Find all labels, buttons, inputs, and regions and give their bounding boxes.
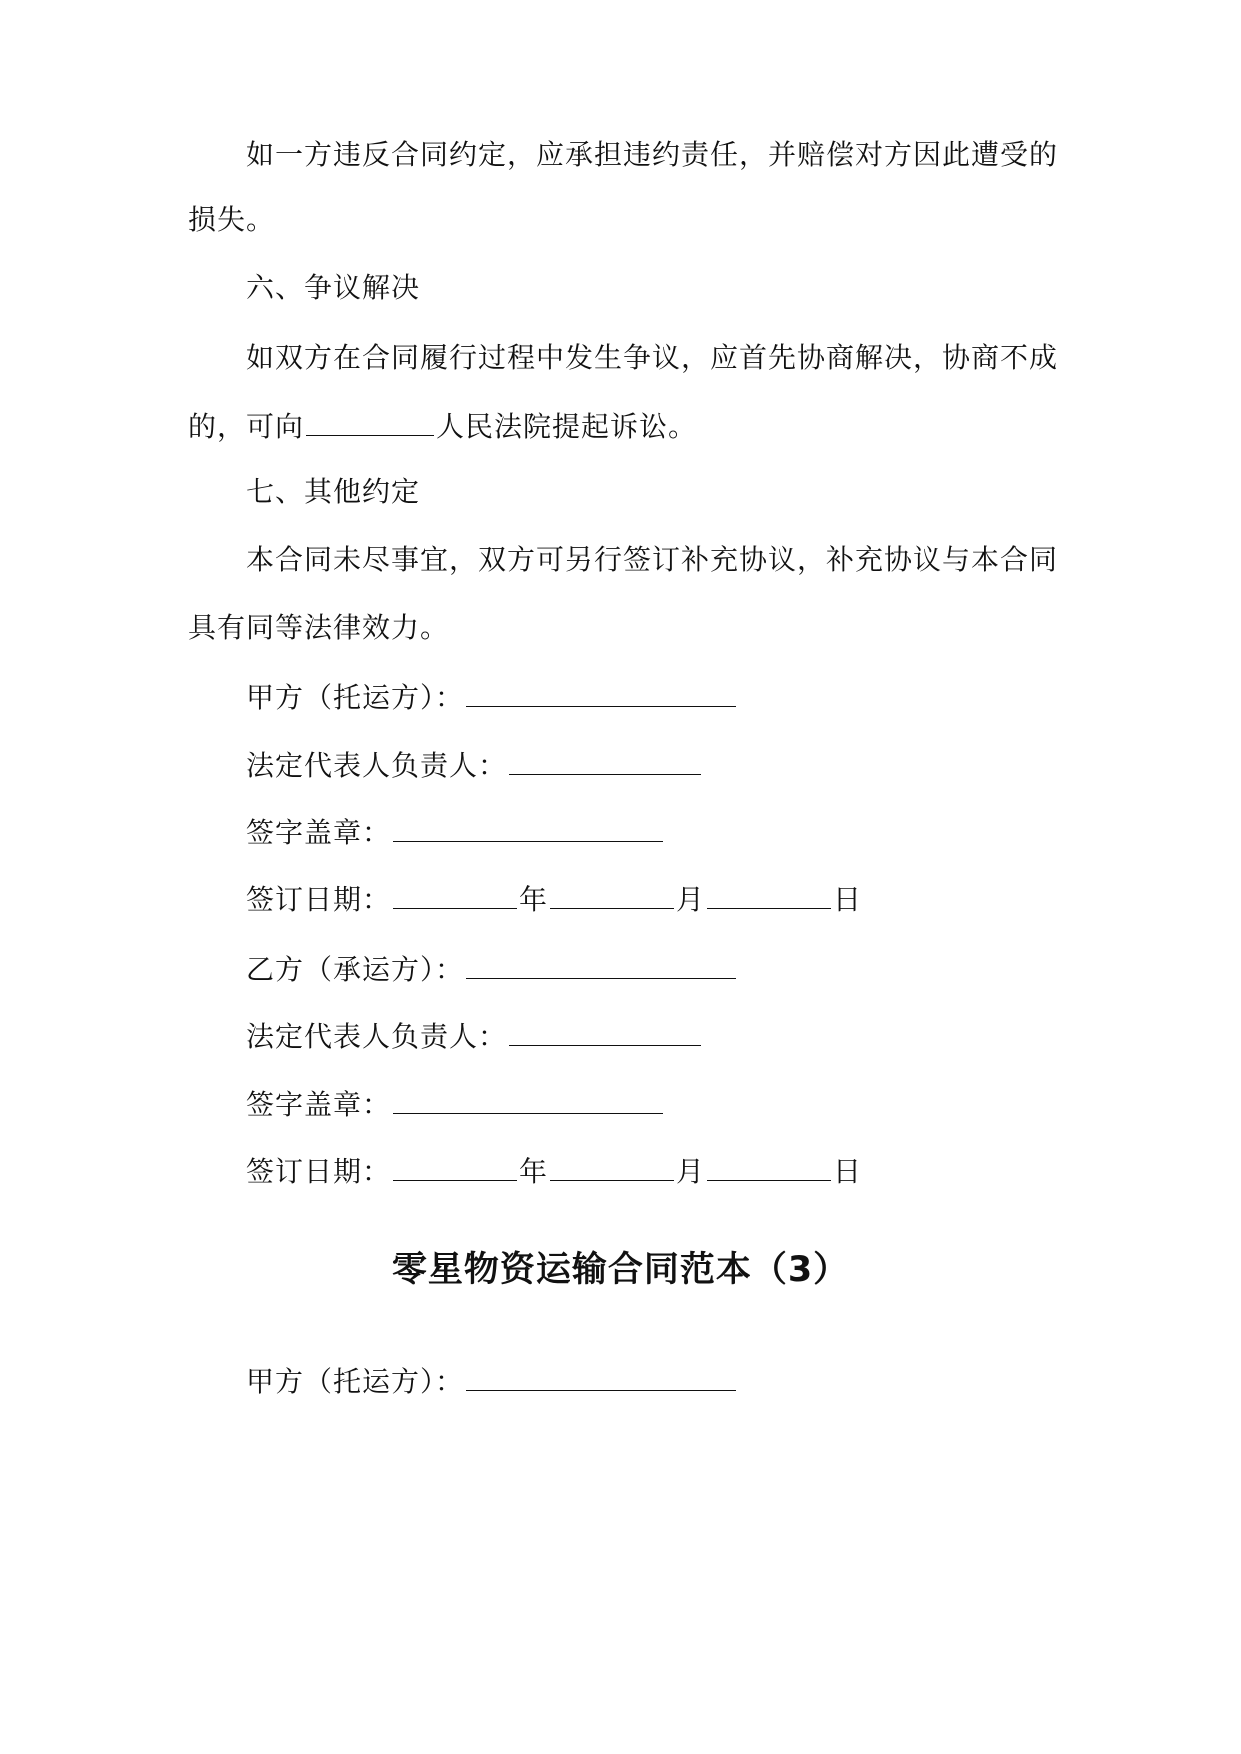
court-name-blank[interactable] [306, 405, 434, 436]
next-party-a-name-line [246, 1360, 1126, 1402]
party-a-day-label: 日 [833, 883, 863, 916]
party-b-rep-blank[interactable] [509, 1015, 701, 1046]
party-b-seal-line [246, 1083, 1126, 1125]
party-a-date-line [246, 878, 1126, 920]
party-b-name-line [246, 948, 1126, 990]
next-party-a-name-blank[interactable] [466, 1360, 736, 1391]
party-b-name-blank[interactable] [466, 948, 736, 979]
party-a-name-blank[interactable] [466, 676, 736, 707]
party-a-name-line [246, 676, 1126, 718]
party-b-seal-label: 签字盖章： [246, 1088, 392, 1121]
party-a-rep-line [246, 744, 1126, 786]
dispute-text-after-blank: 人民法院提起诉讼。 [436, 410, 698, 443]
dispute-text-before-blank: 的，可向 [188, 410, 305, 443]
party-a-year-blank[interactable] [393, 878, 517, 909]
party-b-name-label: 乙方（承运方）： [246, 953, 465, 986]
party-a-rep-blank[interactable] [509, 744, 701, 775]
party-a-seal-label: 签字盖章： [246, 816, 392, 849]
party-b-date-label: 签订日期： [246, 1155, 392, 1188]
party-a-month-blank[interactable] [550, 878, 674, 909]
party-b-rep-label: 法定代表人负责人： [246, 1020, 508, 1053]
other-terms-heading: 七、其他约定 [246, 475, 421, 508]
dispute-paragraph-line1: 如双方在合同履行过程中发生争议，应首先协商解决，协商不成 [246, 341, 1059, 374]
contract-title: 零星物资运输合同范本（3） [391, 1250, 850, 1290]
breach-paragraph-line2: 损失。 [188, 203, 276, 236]
party-b-day-label: 日 [833, 1155, 863, 1188]
party-b-year-blank[interactable] [393, 1150, 517, 1181]
dispute-paragraph-line2 [188, 405, 1068, 447]
party-a-month-label: 月 [676, 883, 706, 916]
party-b-seal-blank[interactable] [393, 1083, 663, 1114]
other-terms-paragraph-line1: 本合同未尽事宜，双方可另行签订补充协议，补充协议与本合同 [246, 543, 1059, 576]
other-terms-paragraph-line2: 具有同等法律效力。 [188, 611, 450, 644]
party-b-month-label: 月 [676, 1155, 706, 1188]
party-a-seal-blank[interactable] [393, 811, 663, 842]
party-b-month-blank[interactable] [550, 1150, 674, 1181]
party-a-year-label: 年 [519, 883, 549, 916]
party-b-date-line [246, 1150, 1126, 1192]
dispute-heading: 六、争议解决 [246, 271, 421, 304]
next-party-a-name-label: 甲方（托运方）： [246, 1365, 465, 1398]
party-a-day-blank[interactable] [707, 878, 831, 909]
party-b-year-label: 年 [519, 1155, 549, 1188]
breach-paragraph-line1: 如一方违反合同约定，应承担违约责任，并赔偿对方因此遭受的 [246, 138, 1059, 171]
party-a-seal-line [246, 811, 1126, 853]
party-a-date-label: 签订日期： [246, 883, 392, 916]
party-b-rep-line [246, 1015, 1126, 1057]
party-b-day-blank[interactable] [707, 1150, 831, 1181]
party-a-rep-label: 法定代表人负责人： [246, 749, 508, 782]
party-a-name-label: 甲方（托运方）： [246, 681, 465, 714]
